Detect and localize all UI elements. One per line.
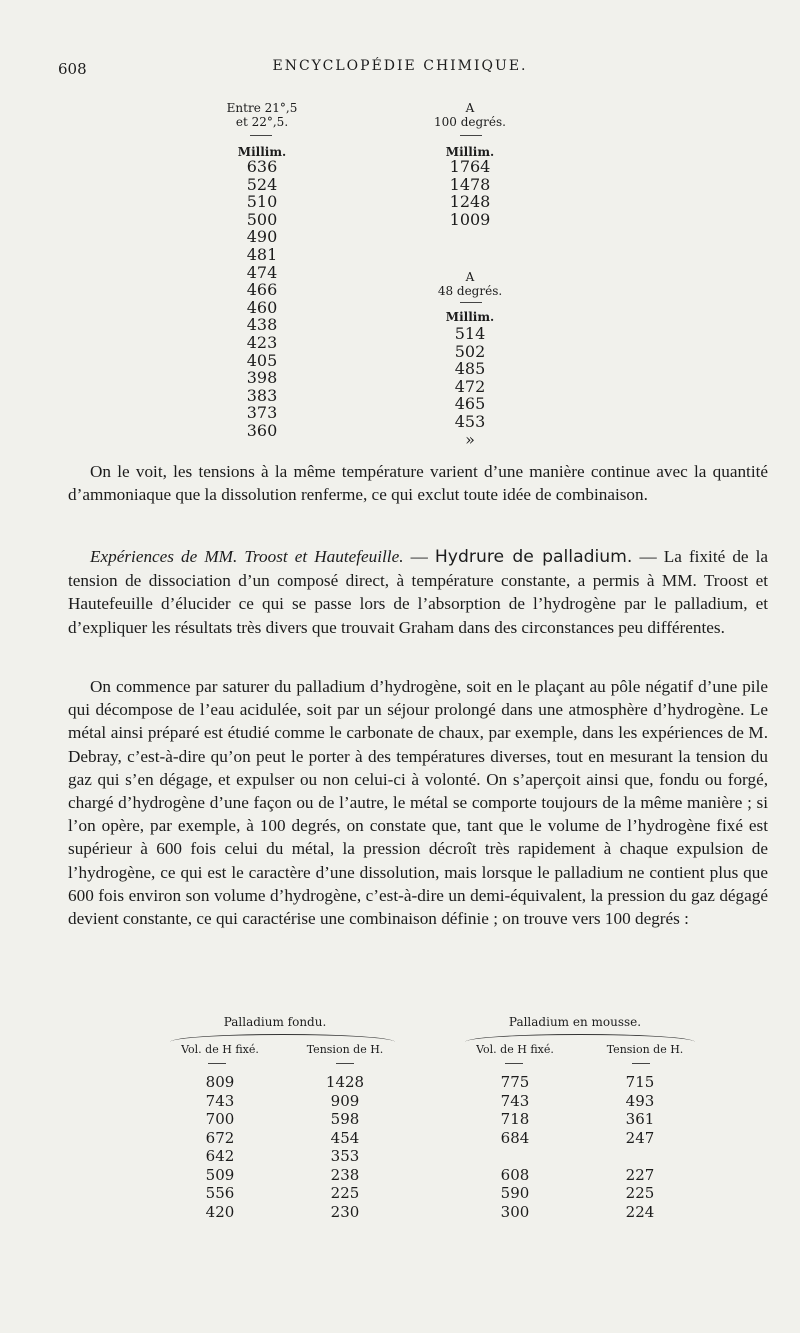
- left-vol-value: 672: [205, 1128, 235, 1147]
- col1-unit: Millim.: [237, 145, 287, 159]
- left-brace: [170, 1034, 395, 1043]
- col1-header: [222, 101, 302, 129]
- running-title: ENCYCLOPÉDIE CHIMIQUE.: [272, 58, 528, 74]
- col1-value: 490: [246, 227, 278, 247]
- col3-value: 502: [454, 341, 486, 361]
- left-tension-value: 238: [330, 1165, 360, 1184]
- left-vol-value: 700: [205, 1110, 235, 1128]
- left-head-vol: Vol. de H fixé.: [181, 1043, 259, 1056]
- col3-rule: [460, 302, 482, 303]
- paragraph-1-text: On le voit, les tensions à la même température varient d’une manière continue avec la quantité d’ammoniaque que la dissolution renferme, ce qui exclut toute idée de combinaison.: [68, 462, 768, 505]
- col1-value: 460: [246, 297, 278, 317]
- right-tension-value: 247: [625, 1128, 655, 1147]
- right-tension-value: 224: [625, 1202, 655, 1221]
- paragraph-1: [68, 460, 768, 506]
- right-vol-value: 718: [500, 1110, 530, 1128]
- right-tension-value: 715: [625, 1073, 655, 1091]
- left-tension-values: [305, 1073, 385, 1221]
- col1-value: 466: [246, 280, 278, 300]
- left-vol-value: 509: [205, 1165, 235, 1184]
- col1-value: 398: [246, 368, 278, 388]
- col3-value: »: [465, 429, 475, 449]
- section-title: Expériences de MM. Troost et Hautefeuille.: [90, 547, 404, 566]
- col2-value: 1248: [449, 192, 491, 212]
- right-vol-values: [475, 1073, 555, 1221]
- left-vol-value: 809: [205, 1073, 235, 1091]
- col2-value: 1764: [449, 157, 491, 176]
- col2-value: 1009: [449, 209, 491, 229]
- col1-value: 360: [246, 420, 278, 440]
- right-tension-value: [600, 1147, 680, 1166]
- right-vol-rule: [505, 1063, 523, 1064]
- left-tension-rule: [336, 1063, 354, 1064]
- col1-header-line2: et 22°,5.: [235, 115, 289, 129]
- col3-value: 472: [454, 376, 486, 396]
- col3-header-line2: 48 degrés.: [437, 284, 503, 298]
- col1-value: 524: [246, 174, 278, 194]
- col1-value: 474: [246, 262, 278, 282]
- col2-unit: Millim.: [445, 145, 495, 159]
- right-vol-value: 300: [500, 1202, 530, 1221]
- paragraph-2-body: — La fixité de la tension de dissociation d’un composé direct, à température constante, a permis à MM. Troost et Hautefeuille d’élucider ce qui se passe lors de l’absorption de l’hydrogène par le palladium, et d’expliquer les résultats très divers que trouvait Graham dans des circonstances peu différentes.: [68, 547, 769, 637]
- col1-value: 636: [246, 157, 278, 176]
- col3-value: 453: [454, 411, 486, 431]
- right-brace: [465, 1034, 695, 1043]
- left-tension-value: 598: [330, 1110, 360, 1128]
- col2-header-line2: 100 degrés.: [434, 115, 506, 129]
- col3-header-line1: A: [465, 270, 475, 284]
- paragraph-3-text: On commence par saturer du palladium d’hydrogène, soit en le plaçant au pôle négatif d’une pile qui décompose de l’eau acidulée, soit par un séjour prolongé dans une atmosphère d’hydrogène. Le métal ainsi préparé est étudié comme le carbonate de chaux, par exemple, dans les expériences de M. Debray, c’est-à-dire qu’on peut le porter à des températures diverses, tout en mesurant la tension du gaz qui s’en dégage, et expulser ou non celui-ci à volonté. On s’aperçoit ainsi que, fondu ou forgé, chargé d’hydrogène d’une façon ou de l’autre, le métal se comporte toujours de la même manière ; si l’on opère, par exemple, à 100 degrés, on constate que, tant que le volume de l’hydrogène fixé est supérieur à 600 fois celui du métal, la pression décroît très rapidement à chaque expulsion de l’hydrogène, ce qui est le caractère d’une dissolution, mais lorsque le palladium ne contient plus que 600 fois environ son volume d’hydrogène, c’est-à-dire un demi-équivalent, la pression du gaz dégagé devient constante, ce qui caractérise une combinaison définie ; on trouve vers 100 degrés :: [68, 677, 768, 929]
- col1-header-line1: Entre 21°,5: [226, 101, 298, 115]
- col1-value: 510: [246, 192, 278, 212]
- col1-value: 373: [246, 403, 278, 423]
- left-vol-rule: [208, 1063, 226, 1064]
- page-number: 608: [58, 60, 87, 78]
- left-tension-value: 230: [330, 1202, 360, 1221]
- right-tension-value: 225: [625, 1184, 655, 1202]
- right-tension-value: 361: [625, 1110, 655, 1128]
- left-tension-value: 225: [330, 1184, 360, 1202]
- left-vol-value: 743: [205, 1091, 235, 1110]
- col2-header-line1: A: [465, 101, 475, 115]
- col1-value: 481: [246, 244, 278, 264]
- paragraph-2-text: [68, 545, 768, 639]
- col1-rule: [250, 135, 272, 136]
- col3-unit: Millim.: [445, 310, 495, 324]
- col3-value: 465: [454, 394, 486, 414]
- left-vol-value: 420: [205, 1202, 235, 1221]
- col1-value: 500: [246, 209, 278, 229]
- section-dash: —: [403, 547, 435, 566]
- right-vol-value: 684: [500, 1128, 530, 1147]
- paragraph-3: [68, 675, 768, 930]
- right-vol-value: 590: [500, 1184, 530, 1202]
- left-tension-value: 1428: [325, 1073, 365, 1091]
- col3-values: [430, 325, 510, 448]
- right-tension-value: 493: [625, 1091, 655, 1110]
- col2-header: [430, 101, 510, 129]
- col3-value: 514: [454, 324, 486, 343]
- col3-header: [430, 270, 510, 298]
- right-vol-value: 608: [500, 1165, 530, 1184]
- right-tension-rule: [632, 1063, 650, 1064]
- right-tension-value: 227: [625, 1165, 655, 1184]
- right-vol-value: 775: [500, 1073, 530, 1091]
- left-head-tension: Tension de H.: [306, 1043, 384, 1056]
- col1-value: 405: [246, 350, 278, 370]
- left-table-title: Palladium fondu.: [223, 1015, 327, 1029]
- right-head-tension: Tension de H.: [606, 1043, 684, 1056]
- left-vol-value: 642: [205, 1147, 235, 1165]
- right-table-title: Palladium en mousse.: [508, 1015, 642, 1029]
- col2-rule: [460, 135, 482, 136]
- right-vol-value: 743: [500, 1091, 530, 1110]
- left-tension-value: 909: [330, 1091, 360, 1110]
- col1-value: 383: [246, 385, 278, 405]
- left-vol-values: [180, 1073, 260, 1221]
- left-tension-value: 454: [330, 1128, 360, 1147]
- col3-value: 485: [454, 359, 486, 379]
- right-head-vol: Vol. de H fixé.: [476, 1043, 554, 1056]
- section-subject: Hydrure de palladium.: [434, 547, 633, 567]
- right-tension-values: [600, 1073, 680, 1221]
- col2-values: [430, 158, 510, 228]
- col1-value: 438: [246, 315, 278, 335]
- col1-values: [222, 158, 302, 440]
- paragraph-2: [68, 545, 768, 639]
- col2-value: 1478: [449, 174, 491, 194]
- left-vol-value: 556: [205, 1184, 235, 1202]
- right-vol-value: [475, 1147, 555, 1166]
- col1-value: 423: [246, 332, 278, 352]
- left-tension-value: 353: [330, 1147, 360, 1165]
